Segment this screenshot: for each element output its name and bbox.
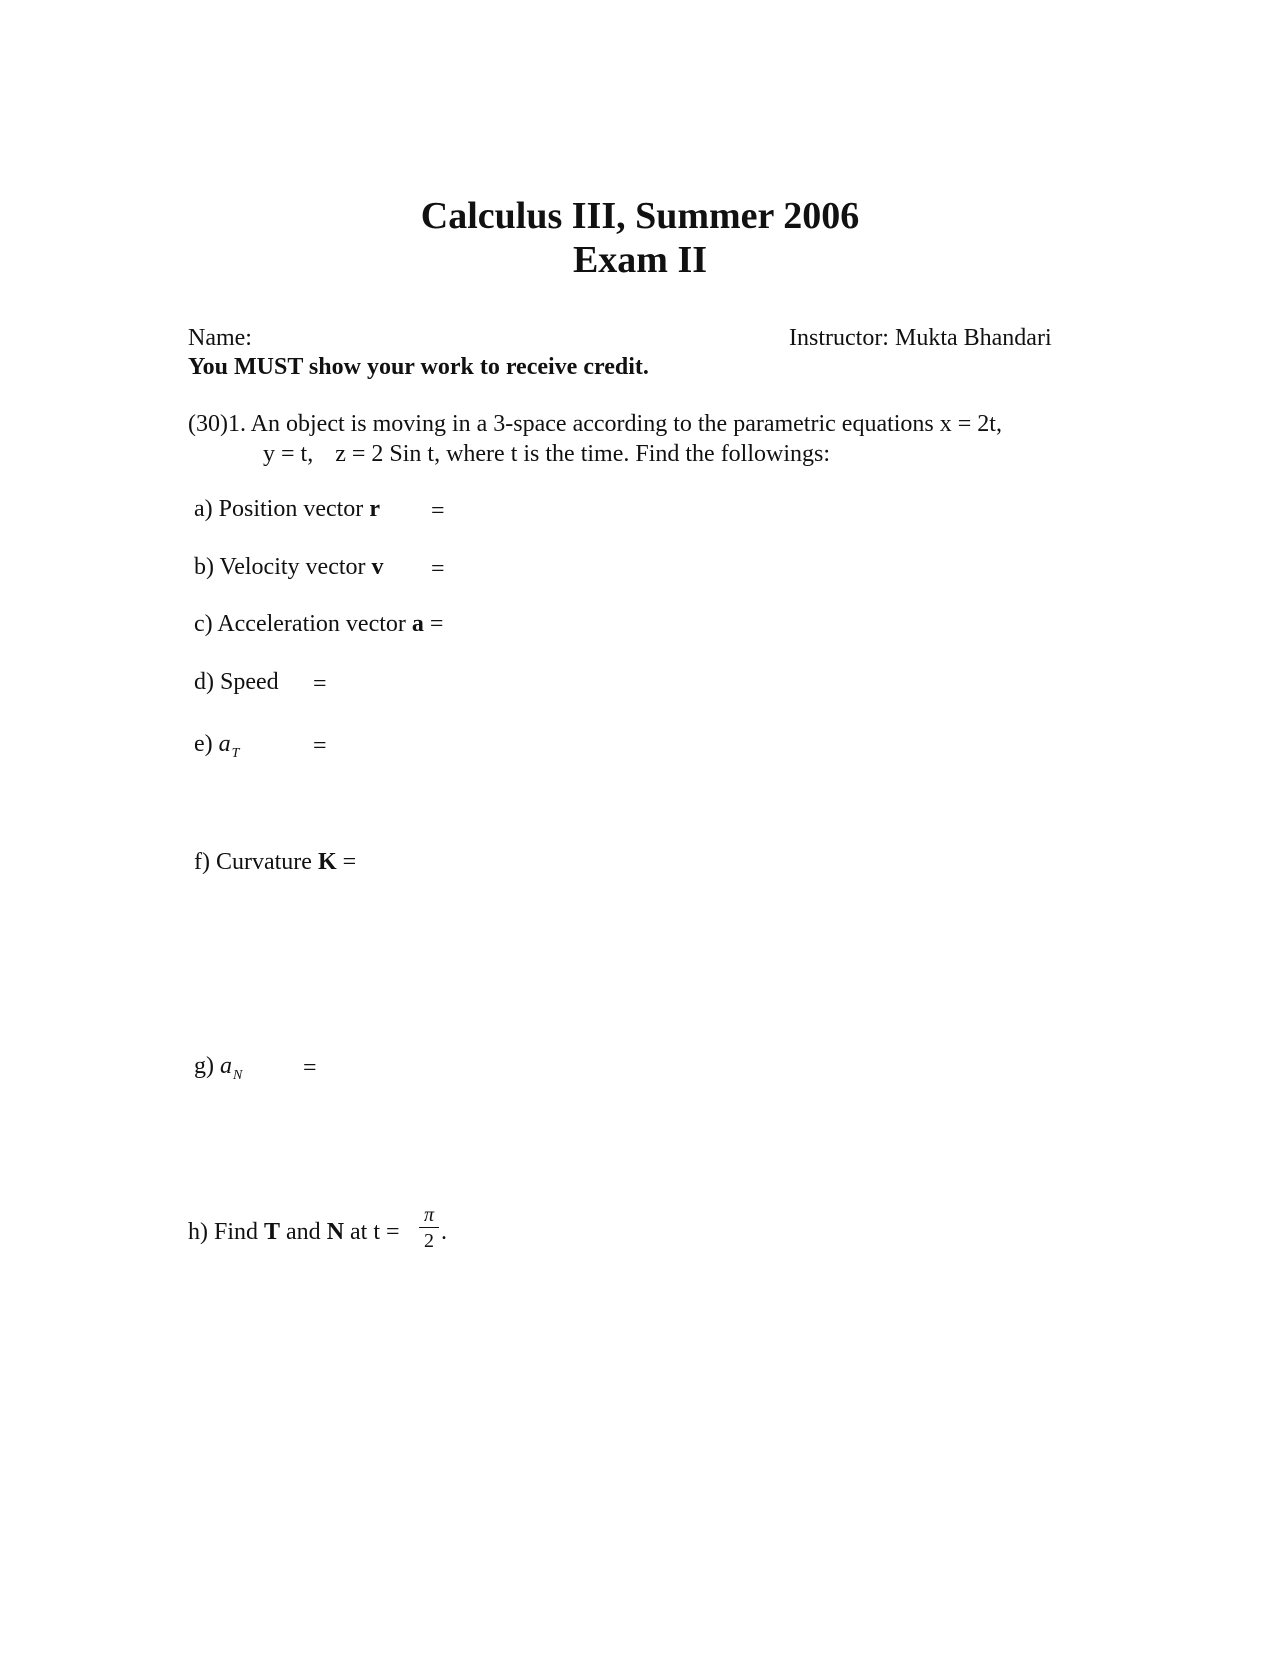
var-n-vector: N [326,1219,345,1245]
var-a: a [411,611,424,637]
subscript-t: T [231,746,240,761]
part-e-tangential-acceleration: e) $a_T$ [194,731,240,761]
var-t-vector: T [264,1219,281,1245]
part-b-velocity-vector: b) Velocity vector v [194,554,384,580]
exam-title: Calculus III, Summer 2006 [420,195,860,237]
part-a-equals: = [431,498,445,524]
exam-subtitle: Exam II [572,239,708,281]
problem-statement-line1: (30)1. An object is moving in a 3-space according to the parametric equations x = 2t, [188,411,1002,437]
show-work-notice: You MUST show your work to receive credit. [188,354,649,380]
fraction-denominator: 2 [424,1230,434,1252]
fraction-numerator: π [419,1204,439,1228]
var-r: r [369,496,380,522]
part-a-position-vector: a) Position vector r [194,496,380,522]
var-k: K [317,849,337,875]
y-equation: y = t, [263,441,314,467]
part-g-equals: = [303,1055,317,1081]
pi-over-two-fraction [419,1204,439,1252]
part-b-equals: = [431,556,445,582]
part-e-equals: = [313,733,327,759]
part-f-curvature: f) Curvature K = [194,849,357,875]
subscript-n: N [233,1068,243,1083]
part-d-equals: = [313,671,327,697]
part-g-normal-acceleration: g) $a_N$ [194,1053,243,1083]
name-label: Name: [188,325,252,351]
instructor-name: Instructor: Mukta Bhandari [789,325,1052,351]
var-a-n: a [220,1053,232,1079]
var-a-t: a [218,731,231,757]
part-d-speed: d) Speed [194,669,279,695]
var-v: v [371,554,384,580]
part-h-find-t-and-n: h) Find T and N at t = [188,1219,400,1245]
problem-statement-line2 [263,440,830,468]
part-h-period: . [441,1219,447,1245]
part-c-acceleration-vector: c) Acceleration vector a = [194,611,444,637]
z-equation: z = 2 Sin t, where t is the time. Find the followings: [335,441,831,467]
